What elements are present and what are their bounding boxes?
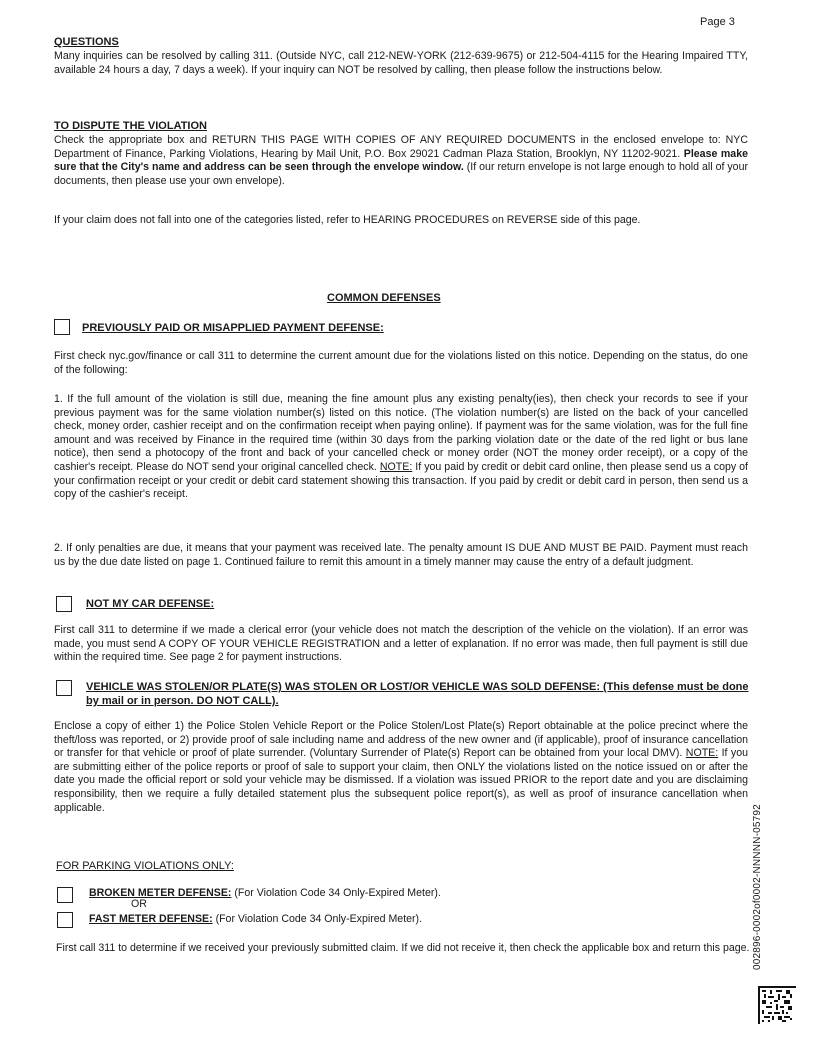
fast-meter-checkbox[interactable] [57, 912, 73, 928]
fast-meter-note: (For Violation Code 34 Only-Expired Meter). [215, 913, 423, 925]
barcode-icon [758, 986, 796, 1024]
stolen-text-b: If you are submitting either of the police reports or proof of sale to support your claim, then ONLY the violations listed on the notice issued on or after the date you made the official report or sold your vehicle may be dismissed. If a violation was issued PRIOR to the report date and you are disclaiming responsibility, then we require a fully detailed statement plus the subsequent police report(s), as well as proof of insurance cancellation when applicable. [54, 747, 749, 814]
questions-heading: QUESTIONS [54, 36, 119, 48]
common-defenses-heading: COMMON DEFENSES [327, 292, 441, 304]
dispute-text-1: Check the appropriate box and RETURN THIS PAGE WITH COPIES OF ANY REQUIRED DOCUMENTS in the enclosed envelope to: NYC Department of Finance, Parking Violations, Hearing by Mail Unit, P.O. Box 29021 Cadman Plaza Station, Brooklyn, NY 11202-9021. [54, 134, 748, 160]
dispute-note: If your claim does not fall into one of the categories listed, refer to HEARING PROCEDURES on REVERSE side of this page. [54, 214, 641, 226]
or-text: OR [131, 898, 147, 910]
dispute-text-bold: Please make sure that the City's name and address can be seen through the envelope window. [54, 147, 748, 174]
dispute-text [54, 134, 748, 188]
fast-meter-row [89, 913, 422, 925]
stolen-note: NOTE: [685, 747, 719, 760]
not-my-car-label: NOT MY CAR DEFENSE: [86, 598, 215, 610]
dispute-text-2: (If our return envelope is not large enough to hold all of your documents, then please use your own envelope). [54, 161, 748, 187]
stolen-sold-label: VEHICLE WAS STOLEN/OR PLATE(S) WAS STOLEN OR LOST/OR VEHICLE WAS SOLD DEFENSE: (This defense must be done by mail or in person. DO NOT CALL). [86, 681, 749, 707]
previously-paid-intro: First check nyc.gov/finance or call 311 to determine the current amount due for the violations listed on this notice. Depending on the status, do one of the following: [54, 350, 748, 376]
questions-text: Many inquiries can be resolved by calling 311. (Outside NYC, call 212-NEW-YORK (212-639-9675) or 212-504-4115 for the Hearing Impaired TTY, available 24 hours a day, 7 days a week). If your inquiry can NOT be resolved by calling, then please follow the instructions below. [54, 50, 748, 76]
previously-paid-item-1 [54, 393, 748, 502]
item-1-text-b: If you paid by credit or debit card online, then please send us a copy of your confirmation receipt or your credit or debit card statement showing this transaction. If you paid by credit or debit card in person, then send us a copy of the cashier's receipt. [54, 460, 748, 501]
previously-paid-item-2: 2. If only penalties are due, it means that your payment was received late. The penalty amount IS DUE AND MUST BE PAID. Payment must reach us by the due date listed on page 1. Continued failure to remit this amount in a timely manner may cause the entry of a default judgment. [54, 542, 748, 568]
broken-meter-checkbox[interactable] [57, 887, 73, 903]
previously-paid-label: PREVIOUSLY PAID OR MISAPPLIED PAYMENT DEFENSE: [82, 322, 384, 334]
parking-only-heading: FOR PARKING VIOLATIONS ONLY: [56, 860, 234, 872]
parking-only-text: First call 311 to determine if we received your previously submitted claim. If we did not receive it, then check the applicable box and return this page. [56, 942, 750, 954]
stolen-sold-text [54, 720, 748, 815]
fast-meter-label: FAST METER DEFENSE: [89, 913, 213, 925]
not-my-car-text: First call 311 to determine if we made a clerical error (your vehicle does not match the description of the vehicle on the violation). If an error was made, you must send A COPY OF YOUR VEHICLE REGISTRATION and a letter of explanation. If no error was made, then full payment is still due within the required time. See page 2 for payment instructions. [54, 624, 748, 664]
dispute-heading: TO DISPUTE THE VIOLATION [54, 120, 207, 132]
not-my-car-checkbox[interactable] [56, 596, 72, 612]
previously-paid-checkbox[interactable] [54, 319, 70, 335]
stolen-text-a: Enclose a copy of either 1) the Police Stolen Vehicle Report or the Police Stolen/Lost Plate(s) Report obtainable at the police precinct where the theft/loss was reported, or 2) provide proof of sale including name and address of the new owner and (if applicable), proof of insurance cancellation or transfer for that vehicle or proof of plate surrender. (Voluntary Surrender of Plate(s) Report can be obtained from your local DMV). [54, 720, 748, 760]
item-1-note: NOTE: [379, 460, 413, 473]
document-side-id: 002896-0002of0002-NNNNN-05792 [752, 804, 763, 970]
item-1-text-a: 1. If the full amount of the violation is still due, meaning the fine amount plus any existing penalty(ies), then check your records to see if your previous payment was for the same violation number(s) listed on this notice. (The violation number(s) are listed on the back of your cancelled check, money order, cashier receipt and on the confirmation receipt when paying online). If payment was for the same violation, was for the full fine amount and was received by Finance in the required time (within 30 days from the parking violation date or the date of the red light or bus lane notice), then send a photocopy of the front and back of your cancelled check or money order (NOT the money order receipt), or a copy of the cashier's receipt. Please do NOT send your original cancelled check. [54, 393, 748, 473]
page-number: Page 3 [700, 16, 735, 28]
broken-meter-label: BROKEN METER DEFENSE: [89, 887, 232, 899]
stolen-sold-checkbox[interactable] [56, 680, 72, 696]
broken-meter-note: (For Violation Code 34 Only-Expired Meter). [234, 887, 441, 899]
